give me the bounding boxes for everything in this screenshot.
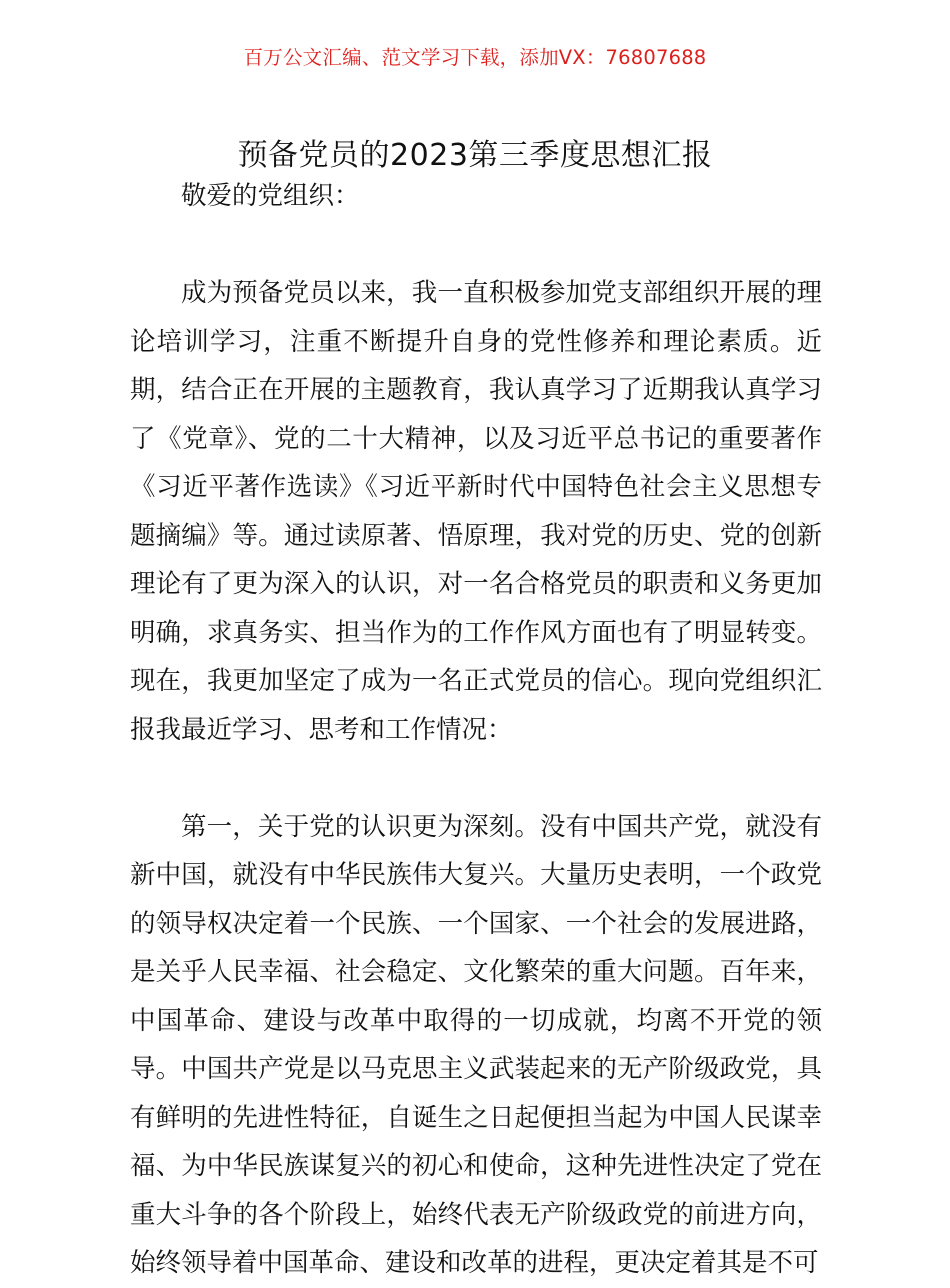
document-body (130, 172, 822, 1288)
paragraph-spacer (130, 221, 822, 270)
body-paragraph-1: 成为预备党员以来，我一直积极参加党支部组织开展的理论培训学习，注重不断提升自身的党性修养和理论素质。近期，结合正在开展的主题教育，我认真学习了近期我认真学习了《党章》、党的二十大精神，以及习近平总书记的重要著作《习近平著作选读》《习近平新时代中国特色社会主义思想专题摘编》等。通过读原著、悟原理，我对党的历史、党的创新理论有了更为深入的认识，对一名合格党员的职责和义务更加明确，求真务实、担当作为的工作作风方面也有了明显转变。现在，我更加坚定了成为一名正式党员的信心。现向党组织汇报我最近学习、思考和工作情况： (130, 278, 822, 745)
document-title: 预备党员的2023第三季度思想汇报 (237, 138, 713, 174)
salutation-line: 敬爱的党组织： (181, 181, 360, 211)
paragraph-spacer (130, 754, 822, 803)
body-paragraph-2: 第一，关于党的认识更为深刻。没有中国共产党，就没有新中国，就没有中华民族伟大复兴。大量历史表明，一个政党的领导权决定着一个民族、一个国家、一个社会的发展进路，是关乎人民幸福、社会稳定、文化繁荣的重大问题。百年来，中国革命、建设与改革中取得的一切成就，均离不开党的领导。中国共产党是以马克思主义武装起来的无产阶级政党，具有鲜明的先进性特征，自诞生之日起便担当起为中国人民谋幸福、为中华民族谋复兴的初心和使命，这种先进性决定了党在重大斗争的各个阶段上，始终代表无产阶级政党的前进方向，始终领导着中国革命、建设和改革的进程，更决定着其是不可 (130, 811, 822, 1278)
promo-banner-text: 百万公文汇编、范文学习下载，添加VX：76807688 (243, 46, 707, 69)
